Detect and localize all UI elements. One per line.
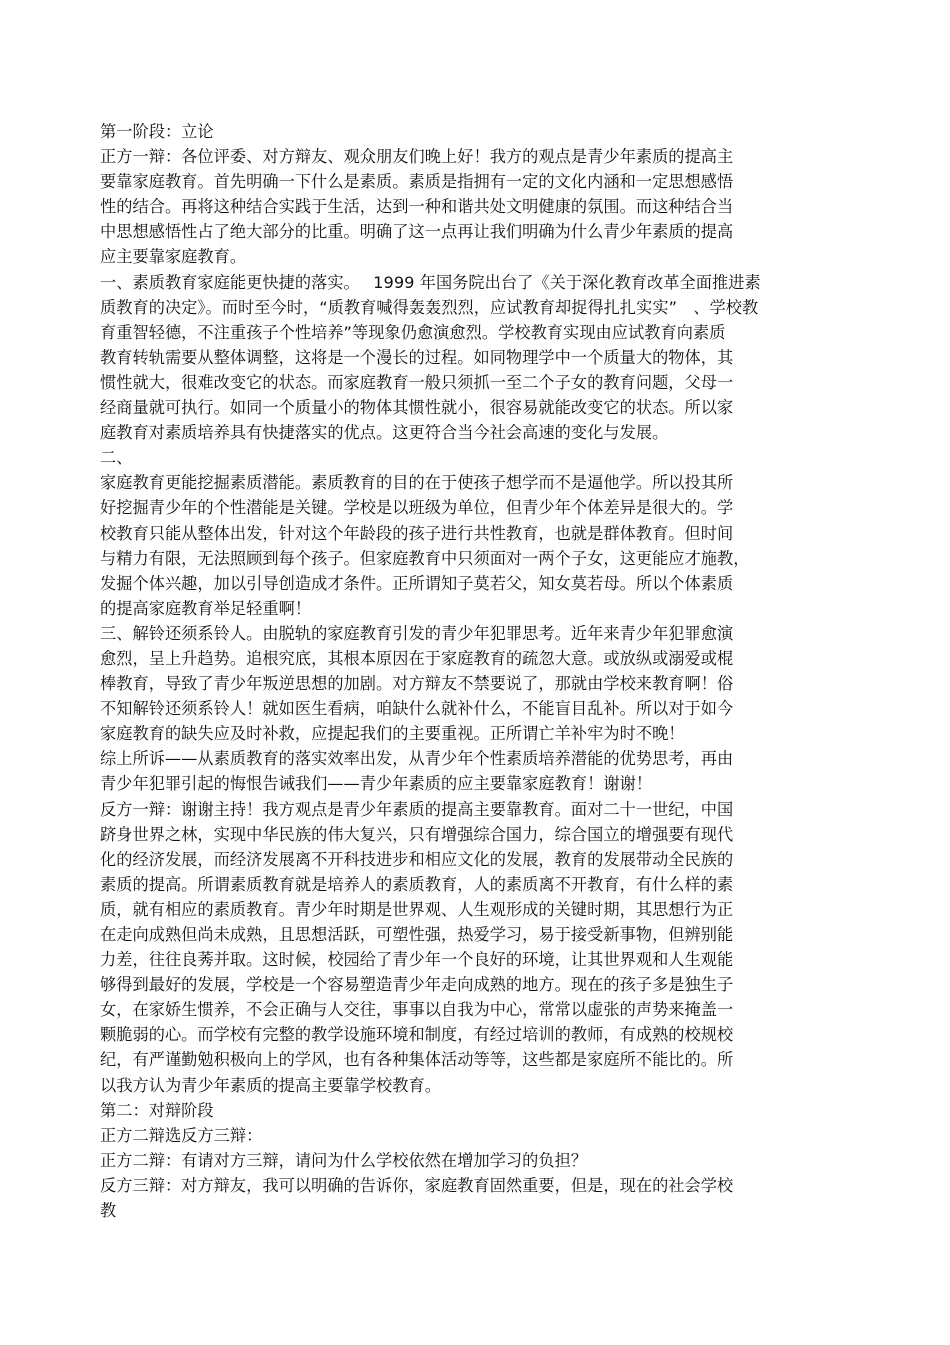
text-line: 家庭教育更能挖掘素质潜能。素质教育的目的在于使孩子想学而不是逼他学。所以投其所 xyxy=(100,473,734,493)
text-line: 质教育的决定》。而时至今时，“质教育喊得轰轰烈烈，应试教育却捉得扎扎实实” 、学校教 xyxy=(100,297,759,317)
text-line: 素质的提高。所谓素质教育就是培养人的素质教育，人的素质离不开教育，有什么样的素 xyxy=(100,874,734,894)
text-line: 跻身世界之林，实现中华民族的伟大复兴，只有增强综合国力，综合国立的增强要有现代 xyxy=(100,824,734,844)
text-line: 正方二辩：有请对方三辩，请问为什么学校依然在增加学习的负担？ xyxy=(100,1150,588,1170)
text-line: 中思想感悟性占了绝大部分的比重。明确了这一点再让我们明确为什么青少年素质的提高 xyxy=(100,222,734,242)
text-line: 与精力有限，无法照顾到每个孩子。但家庭教育中只须面对一两个子女，这更能应才施教， xyxy=(100,548,750,568)
text-line: 力差，往往良莠并取。这时候，校园给了青少年一个良好的环境，让其世界观和人生观能 xyxy=(100,950,734,970)
text-line: 在走向成熟但尚未成熟，且思想活跃，可塑性强，热爱学习，易于接受新事物，但辨别能 xyxy=(100,925,734,944)
text-line: 颗脆弱的心。而学校有完整的教学设施环境和制度，有经过培训的教师，有成熟的校规校 xyxy=(100,1025,734,1045)
text-line: 要靠家庭教育。首先明确一下什么是素质。素质是指拥有一定的文化内涵和一定思想感悟 xyxy=(100,172,734,192)
text-line: 好挖掘青少年的个性潜能是关键。学校是以班级为单位，但青少年个体差异是很大的。学 xyxy=(100,498,734,518)
text-line: 愈烈，呈上升趋势。追根究底，其根本原因在于家庭教育的疏忽大意。或放纵或溺爱或棍 xyxy=(100,648,734,668)
text-line: 反方一辩：谢谢主持！我方观点是青少年素质的提高主要靠教育。面对二十一世纪，中国 xyxy=(100,799,734,819)
text-line: 化的经济发展，而经济发展离不开科技进步和相应文化的发展，教育的发展带动全民族的 xyxy=(100,849,734,869)
text-line: 经商量就可执行。如同一个质量小的物体其惯性就小，很容易就能改变它的状态。所以家 xyxy=(100,398,734,418)
text-line: 庭教育对素质培养具有快捷落实的优点。这更符合当今社会高速的变化与发展。 xyxy=(100,423,669,443)
text-line: 够得到最好的发展，学校是一个容易塑造青少年走向成熟的地方。现在的孩子多是独生子 xyxy=(100,975,734,995)
text-line: 第一阶段：立论 xyxy=(100,122,214,141)
text-line: 家庭教育的缺失应及时补救，应提起我们的主要重视。正所谓亡羊补牢为时不晚！ xyxy=(100,724,685,744)
text-line: 教育转轨需要从整体调整，这将是一个漫长的过程。如同物理学中一个质量大的物体，其 xyxy=(100,347,734,367)
text-line: 综上所诉——从素质教育的落实效率出发，从青少年个性素质培养潜能的优势思考，再由 xyxy=(100,749,734,769)
document-page xyxy=(100,119,855,1223)
text-line: 纪，有严谨勤勉积极向上的学风，也有各种集体活动等等，这些都是家庭所不能比的。所 xyxy=(100,1050,734,1070)
text-line: 反方三辩：对方辩友，我可以明确的告诉你，家庭教育固然重要，但是，现在的社会学校 xyxy=(100,1175,734,1195)
text-line: 以我方认为青少年素质的提高主要靠学校教育。 xyxy=(100,1075,441,1095)
text-line: 发掘个体兴趣，加以引导创造成才条件。正所谓知子莫若父，知女莫若母。所以个体素质 xyxy=(100,573,734,593)
text-line: 质，就有相应的素质教育。青少年时期是世界观、人生观形成的关键时期，其思想行为正 xyxy=(100,899,734,919)
text-line: 不知解铃还须系铃人！就如医生看病，咱缺什么就补什么，不能盲目乱补。所以对于如今 xyxy=(100,699,734,719)
text-line: 三、解铃还须系铃人。由脱轨的家庭教育引发的青少年犯罪思考。近年来青少年犯罪愈演 xyxy=(100,623,734,643)
text-line: 的提高家庭教育举足轻重啊！ xyxy=(100,598,312,618)
text-line: 二、 xyxy=(100,448,133,468)
text-line: 一、素质教育家庭能更快捷的落实。 1999 年国务院出台了《关于深化教育改革全面推进素 xyxy=(100,272,761,292)
text-line: 性的结合。再将这种结合实践于生活，达到一种和谐共处文明健康的氛围。而这种结合当 xyxy=(100,197,734,217)
text-line: 女，在家娇生惯养，不会正确与人交往，事事以自我为中心，常常以虚张的声势来掩盖一 xyxy=(100,1000,734,1020)
text-line: 应主要靠家庭教育。 xyxy=(100,247,247,267)
text-line: 惯性就大，很难改变它的状态。而家庭教育一般只须抓一至二个子女的教育问题，父母一 xyxy=(100,372,734,392)
text-line: 青少年犯罪引起的悔恨告诫我们——青少年素质的应主要靠家庭教育！谢谢！ xyxy=(100,774,653,794)
text-line: 正方二辩选反方三辩： xyxy=(100,1125,263,1145)
text-line: 正方一辩：各位评委、对方辩友、观众朋友们晚上好！我方的观点是青少年素质的提高主 xyxy=(100,147,734,167)
text-line: 教 xyxy=(100,1201,117,1221)
text-line: 棒教育，导致了青少年叛逆思想的加剧。对方辩友不禁要说了，那就由学校来教育啊！俗 xyxy=(100,674,734,694)
text-line: 第二：对辩阶段 xyxy=(100,1100,214,1120)
text-line: 校教育只能从整体出发，针对这个年龄段的孩子进行共性教育，也就是群体教育。但时间 xyxy=(100,523,734,543)
text-line: 育重智轻德，不注重孩子个性培养”等现象仍愈演愈烈。学校教育实现由应试教育向素质 xyxy=(100,322,726,342)
